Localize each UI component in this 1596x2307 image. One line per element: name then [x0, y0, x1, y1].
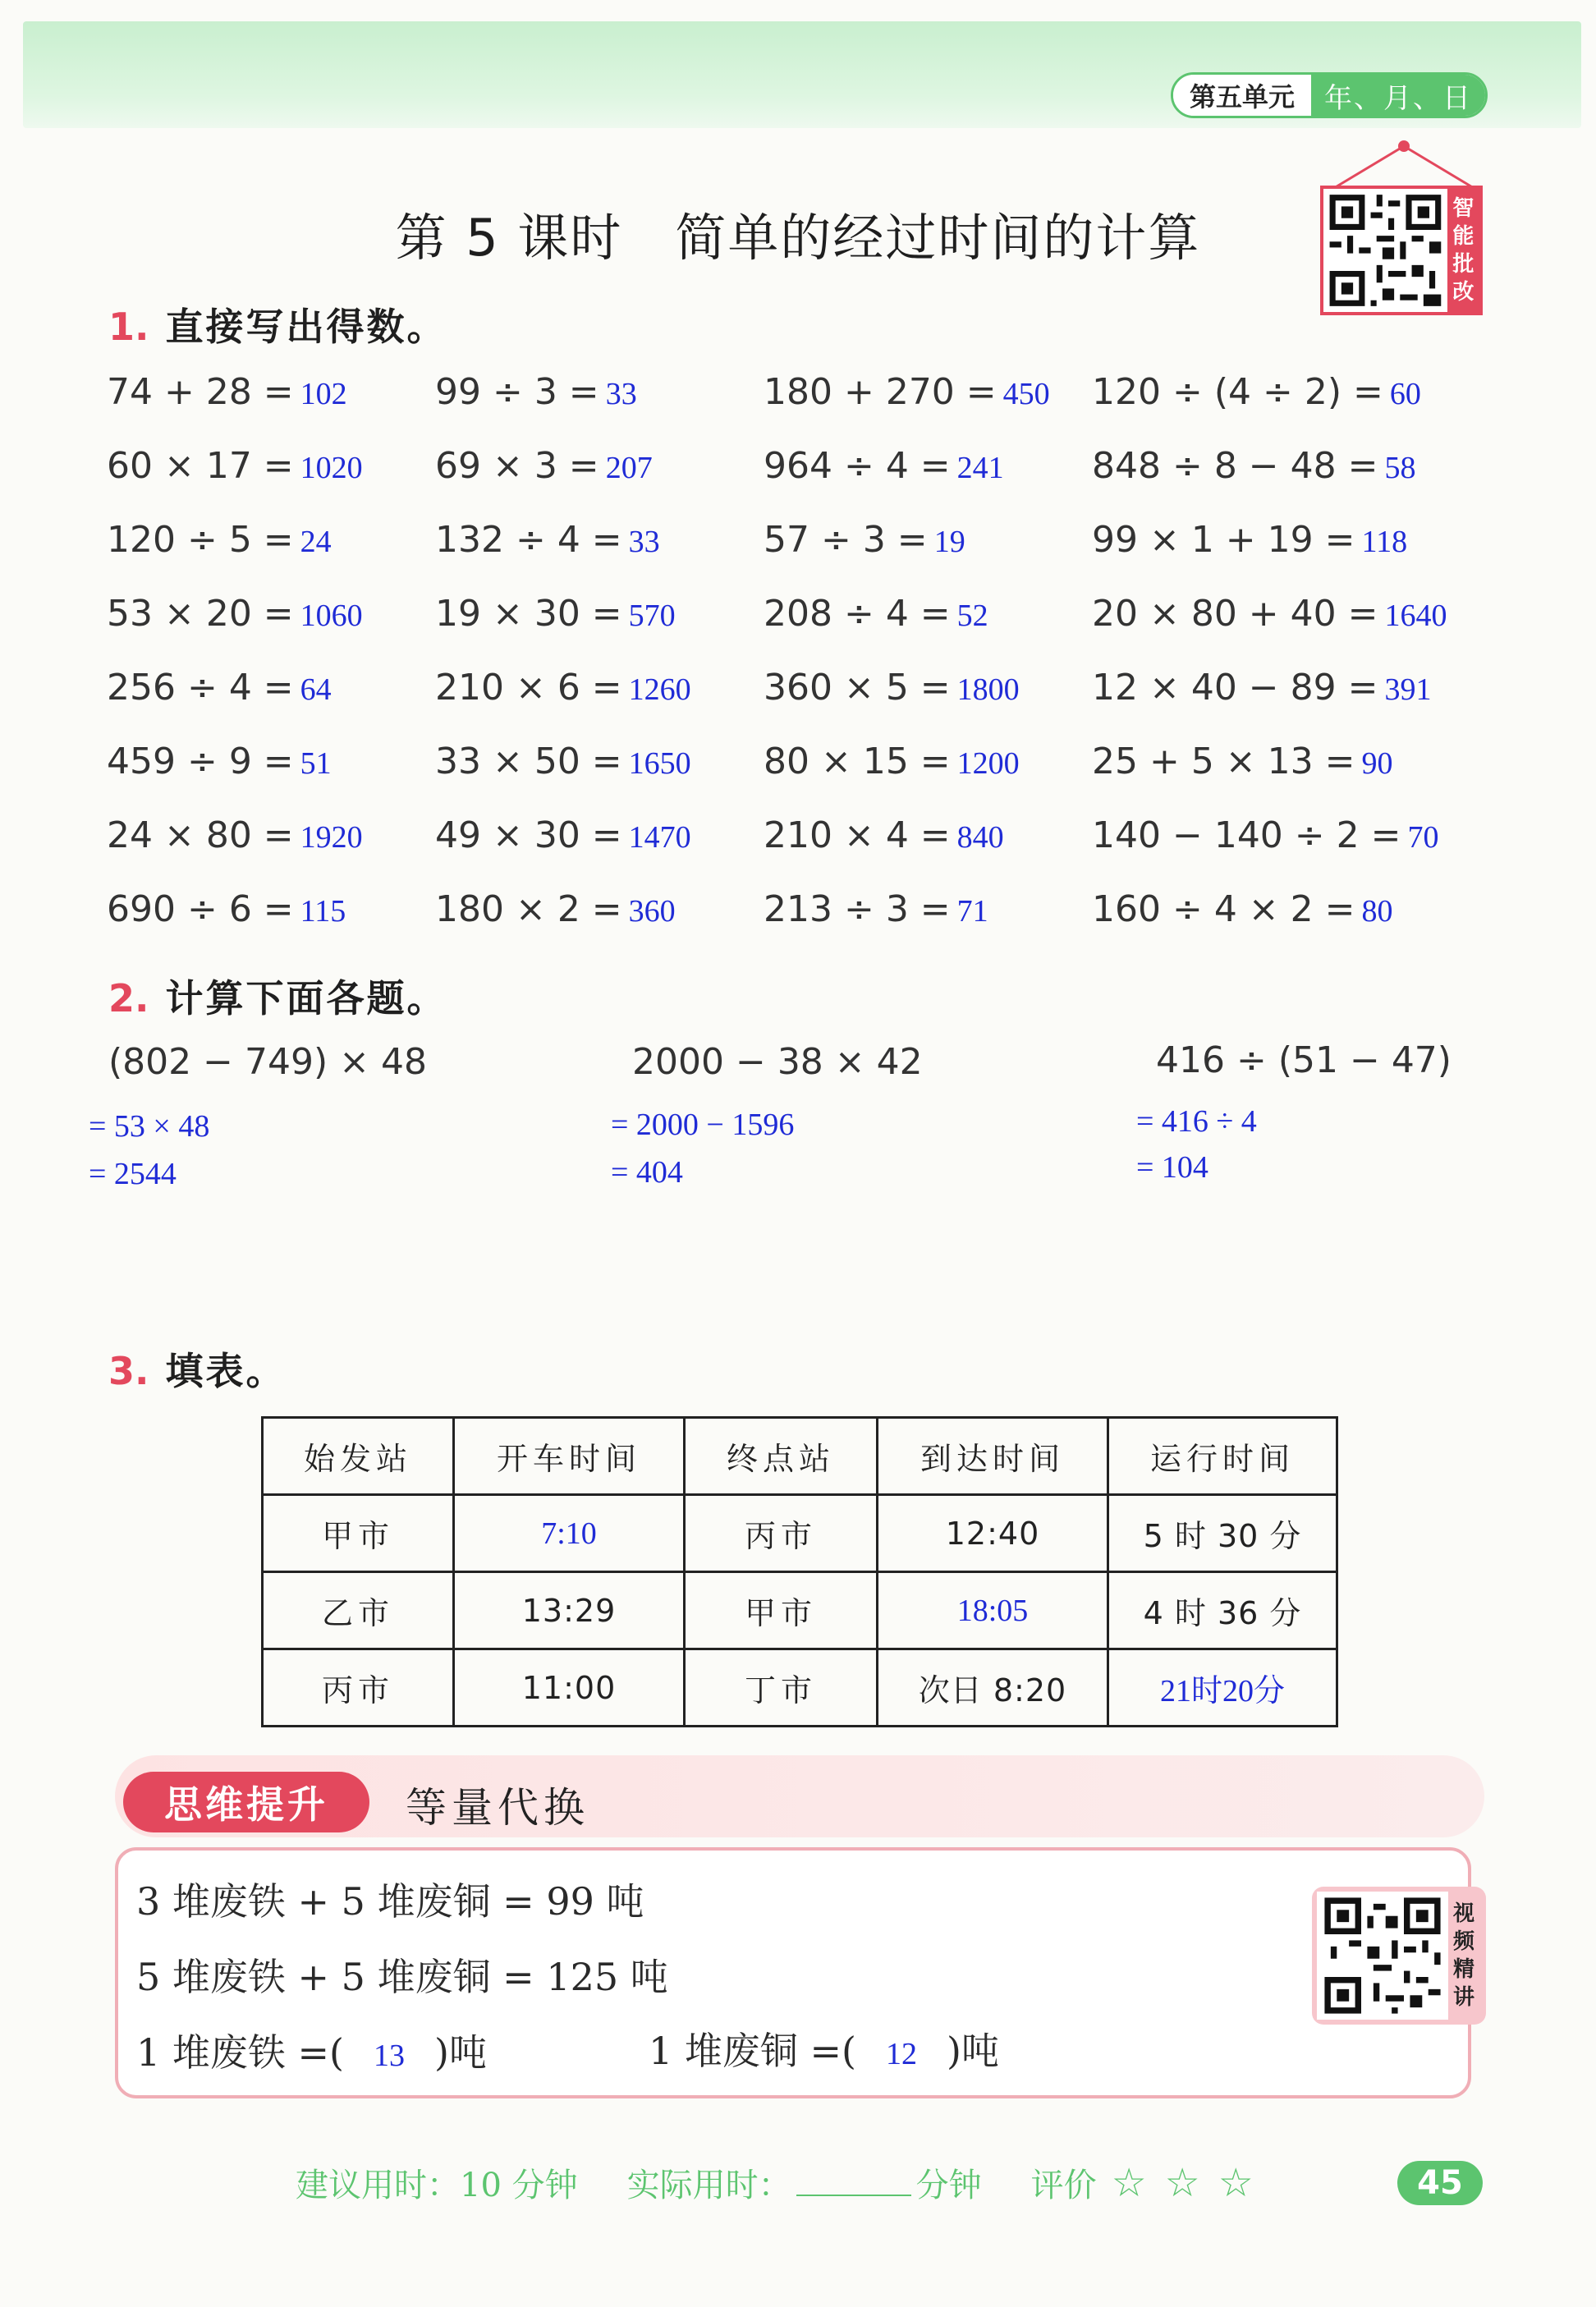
q1-answer: 840 — [956, 820, 1004, 855]
q1-answer: 1800 — [956, 672, 1020, 707]
q1-answer: 58 — [1384, 451, 1416, 485]
q1-title: 直接写出得数。 — [165, 305, 447, 349]
q1-answer: 1470 — [628, 820, 691, 855]
q1-answer: 64 — [300, 672, 332, 707]
q1-item — [107, 888, 346, 930]
q2-number: 2. — [108, 976, 149, 1020]
q1-item — [107, 741, 332, 782]
q1-heading — [108, 297, 447, 351]
think-answer-value: 12 — [886, 2037, 917, 2071]
q1-answer: 1640 — [1384, 599, 1447, 633]
table-header-row — [263, 1418, 1337, 1495]
table-cell-answer: 7:10 — [454, 1495, 685, 1572]
footer — [296, 2159, 1272, 2206]
q1-expression: 208 ÷ 4 = — [764, 593, 951, 635]
q1-expression: 60 × 17 = — [107, 445, 294, 487]
q1-answer: 52 — [956, 599, 988, 633]
qr-label-char: 视 — [1452, 1901, 1474, 1926]
qr-label-char: 频 — [1452, 1929, 1474, 1954]
table-header: 始发站 — [263, 1418, 454, 1495]
q1-item — [107, 667, 332, 709]
table-cell: 丁市 — [685, 1649, 878, 1727]
think-badge-label: 思维提升 — [164, 1782, 328, 1827]
qr-code-top[interactable] — [1320, 186, 1483, 315]
q1-item — [1092, 371, 1421, 413]
q1-item — [764, 888, 988, 930]
table-header: 到达时间 — [878, 1418, 1108, 1495]
q1-item — [107, 519, 332, 561]
q3-title: 填表。 — [165, 1349, 287, 1393]
q1-expression: 120 ÷ 5 = — [107, 519, 294, 561]
q1-item — [435, 445, 653, 487]
q1-expression: 132 ÷ 4 = — [435, 519, 622, 561]
q1-expression: 74 + 28 = — [107, 371, 294, 413]
qr-label-video — [1448, 1892, 1479, 2020]
qr-icon — [1317, 1892, 1448, 2020]
q2-heading — [108, 969, 447, 1023]
q1-answer: 1020 — [300, 451, 363, 485]
table-cell-answer: 21时20分 — [1108, 1649, 1337, 1727]
q1-item — [1092, 814, 1439, 856]
qr-label-char: 智 — [1452, 196, 1474, 221]
q1-item — [435, 371, 637, 413]
q1-expression: 99 ÷ 3 = — [435, 371, 599, 413]
table-header: 终点站 — [685, 1418, 878, 1495]
q1-number: 1. — [108, 305, 149, 349]
qr-icon — [1323, 189, 1447, 312]
think-equation: 3 堆废铁 + 5 堆废铜 = 99 吨 — [136, 1879, 644, 1924]
table-cell: 11:00 — [454, 1649, 685, 1727]
think-equation: 5 堆废铁 + 5 堆废铜 = 125 吨 — [136, 1955, 668, 1999]
think-answer-suffix: )吨 — [947, 2029, 999, 2073]
q1-answer: 1650 — [628, 746, 691, 781]
think-answer-suffix: )吨 — [434, 2030, 487, 2075]
q1-expression: 256 ÷ 4 = — [107, 667, 294, 709]
q3-number: 3. — [108, 1349, 149, 1393]
star-icon[interactable]: ☆☆☆ — [1111, 2160, 1272, 2206]
q1-expression: 53 × 20 = — [107, 593, 294, 635]
q1-answer: 33 — [628, 525, 660, 559]
q1-item — [435, 814, 691, 856]
table-cell: 13:29 — [454, 1572, 685, 1649]
rating-label: 评价 — [1030, 2167, 1097, 2204]
actual-time-blank[interactable] — [796, 2162, 911, 2196]
q1-item — [764, 667, 1020, 709]
page-number: 45 — [1397, 2161, 1483, 2205]
q1-answer: 1920 — [300, 820, 363, 855]
q1-item — [1092, 593, 1447, 635]
q1-item — [435, 667, 691, 709]
table-cell-answer: 18:05 — [878, 1572, 1108, 1649]
table-cell: 5 时 30 分 — [1108, 1495, 1337, 1572]
think-subtitle: 等量代换 — [406, 1784, 589, 1832]
q1-answer: 115 — [300, 894, 346, 929]
think-answer-value: 13 — [374, 2039, 405, 2073]
q2-problem-step: = 53 × 48 — [89, 1109, 210, 1144]
q1-expression: 20 × 80 + 40 = — [1092, 593, 1378, 635]
q2-problem-expr: (802 − 749) × 48 — [108, 1041, 427, 1083]
q1-expression: 690 ÷ 6 = — [107, 888, 294, 930]
table-cell: 次日 8:20 — [878, 1649, 1108, 1727]
qr-label-char: 精 — [1452, 1957, 1474, 1982]
q1-expression: 140 − 140 ÷ 2 = — [1092, 814, 1401, 856]
qr-label-char: 改 — [1452, 280, 1474, 305]
table-row — [263, 1572, 1337, 1649]
qr-label-smart-grading — [1447, 189, 1479, 312]
schedule-table — [261, 1416, 1338, 1727]
suggested-time: 建议用时：10 分钟 — [296, 2167, 578, 2204]
table-cell: 甲市 — [685, 1572, 878, 1649]
q2-problem-step: = 416 ÷ 4 — [1136, 1104, 1257, 1139]
q1-answer: 60 — [1389, 377, 1421, 411]
q1-item — [764, 445, 1004, 487]
think-badge — [123, 1772, 369, 1832]
q2-problem-expr: 2000 − 38 × 42 — [632, 1041, 923, 1083]
page-title: 第 5 课时 简单的经过时间的计算 — [395, 208, 1201, 268]
q1-answer: 241 — [956, 451, 1004, 485]
q1-answer: 450 — [1002, 377, 1050, 411]
q1-expression: 12 × 40 − 89 = — [1092, 667, 1378, 709]
q1-answer: 102 — [300, 377, 347, 411]
hanger-icon — [1322, 140, 1486, 192]
q1-answer: 70 — [1407, 820, 1439, 855]
q1-expression: 210 × 4 = — [764, 814, 951, 856]
q2-problem-step: = 2000 − 1596 — [611, 1108, 795, 1142]
unit-tag — [1171, 72, 1488, 118]
q1-item — [1092, 519, 1407, 561]
q2-problem-step: = 404 — [611, 1155, 683, 1190]
qr-code-video[interactable] — [1312, 1887, 1486, 2025]
q1-expression: 24 × 80 = — [107, 814, 294, 856]
q1-item — [764, 371, 1050, 413]
q1-item — [1092, 445, 1416, 487]
q1-item — [435, 519, 660, 561]
table-cell: 丙市 — [685, 1495, 878, 1572]
q2-problem-step: = 104 — [1136, 1150, 1208, 1185]
actual-time-label: 实际用时： — [626, 2167, 791, 2204]
think-answer-prefix: 1 堆废铁 =( — [136, 2030, 344, 2075]
q1-item — [435, 593, 676, 635]
q1-expression: 848 ÷ 8 − 48 = — [1092, 445, 1378, 487]
q2-problem-expr: 416 ÷ (51 − 47) — [1156, 1039, 1452, 1081]
q1-expression: 459 ÷ 9 = — [107, 741, 294, 782]
table-cell: 乙市 — [263, 1572, 454, 1649]
q1-expression: 964 ÷ 4 = — [764, 445, 951, 487]
table-header: 运行时间 — [1108, 1418, 1337, 1495]
q1-expression: 213 ÷ 3 = — [764, 888, 951, 930]
q1-expression: 210 × 6 = — [435, 667, 622, 709]
q1-item — [1092, 667, 1432, 709]
q1-expression: 19 × 30 = — [435, 593, 622, 635]
qr-label-char: 批 — [1452, 252, 1474, 277]
q1-item — [107, 371, 347, 413]
q1-item — [435, 741, 691, 782]
q1-item — [107, 445, 363, 487]
q1-expression: 80 × 15 = — [764, 741, 951, 782]
q3-heading — [108, 1342, 286, 1396]
q1-answer: 360 — [628, 894, 676, 929]
q1-item — [764, 741, 1020, 782]
table-row — [263, 1649, 1337, 1727]
think-answer-copper — [649, 2021, 999, 2075]
q1-answer: 1200 — [956, 746, 1020, 781]
q1-answer: 71 — [956, 894, 988, 929]
table-row — [263, 1495, 1337, 1572]
q1-item — [1092, 741, 1393, 782]
table-cell: 4 时 36 分 — [1108, 1572, 1337, 1649]
q1-item — [1092, 888, 1393, 930]
table-cell: 12:40 — [878, 1495, 1108, 1572]
q1-answer: 207 — [605, 451, 653, 485]
qr-label-char: 能 — [1452, 224, 1474, 249]
q1-expression: 99 × 1 + 19 = — [1092, 519, 1355, 561]
q1-expression: 120 ÷ (4 ÷ 2) = — [1092, 371, 1383, 413]
q1-expression: 25 + 5 × 13 = — [1092, 741, 1355, 782]
q2-title: 计算下面各题。 — [165, 976, 447, 1020]
q1-answer: 391 — [1384, 672, 1432, 707]
q1-item — [764, 593, 988, 635]
q1-item — [435, 888, 676, 930]
q1-answer: 51 — [300, 746, 332, 781]
q1-item — [764, 519, 965, 561]
q1-expression: 160 ÷ 4 × 2 = — [1092, 888, 1355, 930]
q2-problem-step: = 2544 — [89, 1157, 177, 1191]
table-cell: 丙市 — [263, 1649, 454, 1727]
q1-answer: 1060 — [300, 599, 363, 633]
q1-answer: 90 — [1361, 746, 1393, 781]
q1-expression: 360 × 5 = — [764, 667, 951, 709]
think-answer-iron — [136, 2023, 487, 2077]
think-answer-prefix: 1 堆废铜 =( — [649, 2029, 856, 2073]
q1-answer: 118 — [1361, 525, 1408, 559]
q1-answer: 570 — [628, 599, 676, 633]
q1-answer: 80 — [1361, 894, 1393, 929]
q1-expression: 33 × 50 = — [435, 741, 622, 782]
actual-time-unit: 分钟 — [915, 2167, 982, 2204]
q1-item — [764, 814, 1004, 856]
q1-answer: 19 — [933, 525, 965, 559]
q1-answer: 33 — [605, 377, 637, 411]
q1-answer: 1260 — [628, 672, 691, 707]
q1-expression: 69 × 3 = — [435, 445, 599, 487]
q1-expression: 180 × 2 = — [435, 888, 622, 930]
q1-expression: 57 ÷ 3 = — [764, 519, 928, 561]
unit-topic: 年、月、日 — [1311, 75, 1485, 116]
table-cell: 甲市 — [263, 1495, 454, 1572]
q1-grid — [107, 371, 1502, 970]
unit-label: 第五单元 — [1173, 75, 1311, 116]
q1-answer: 24 — [300, 525, 332, 559]
q1-item — [107, 593, 363, 635]
qr-label-char: 讲 — [1452, 1985, 1474, 2010]
q1-expression: 180 + 270 = — [764, 371, 997, 413]
q1-item — [107, 814, 363, 856]
table-header: 开车时间 — [454, 1418, 685, 1495]
q1-expression: 49 × 30 = — [435, 814, 622, 856]
